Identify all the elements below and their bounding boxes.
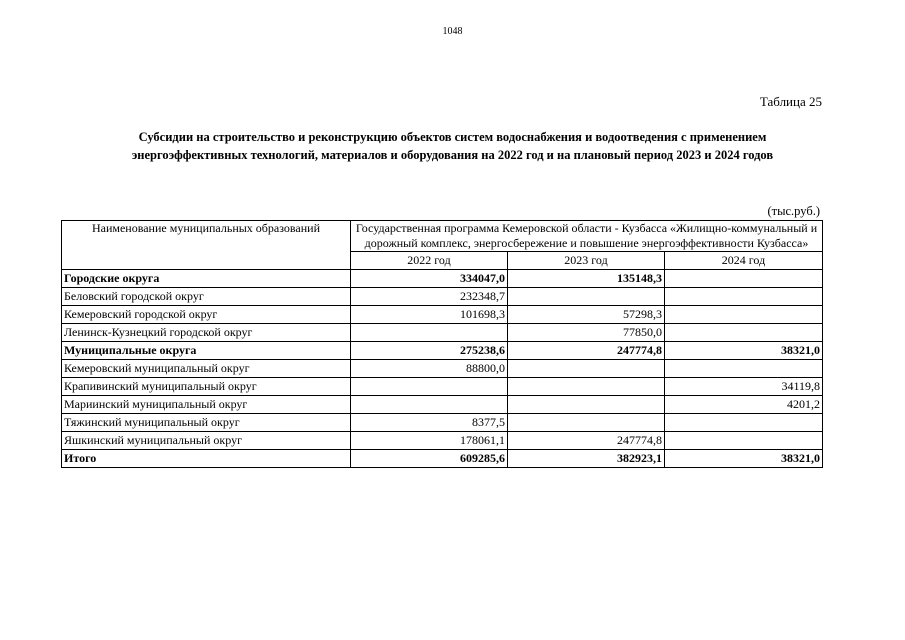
cell-2024-value bbox=[665, 360, 823, 378]
table-row bbox=[62, 360, 823, 378]
cell-2023-value: 247774,8 bbox=[508, 342, 665, 360]
cell-2022-value: 101698,3 bbox=[351, 306, 508, 324]
cell-municipality-name: Кемеровский муниципальный округ bbox=[62, 360, 351, 378]
header-municipality-name: Наименование муниципальных образований bbox=[62, 221, 351, 270]
document-title-line-2: энергоэффективных технологий, материалов и оборудования на 2022 год и на плановый период 2023 и 2024 годов bbox=[131, 148, 774, 162]
cell-municipality-name: Тяжинский муниципальный округ bbox=[62, 414, 351, 432]
cell-municipality-name: Мариинский муниципальный округ bbox=[62, 396, 351, 414]
header-year-2022: 2022 год bbox=[351, 252, 508, 270]
cell-2024-value bbox=[665, 432, 823, 450]
cell-2024-value bbox=[665, 324, 823, 342]
cell-2023-value: 382923,1 bbox=[508, 450, 665, 468]
header-program: Государственная программа Кемеровской области - Кузбасса «Жилищно-коммунальный и дорожный комплекс, энергосбережение и повышение энергоэффективности Кузбасса» bbox=[351, 221, 823, 252]
table-label: Таблица 25 bbox=[759, 94, 822, 109]
cell-2022-value bbox=[351, 396, 508, 414]
table-body bbox=[62, 270, 823, 468]
cell-2024-value bbox=[665, 306, 823, 324]
units-label: (тыс.руб.) bbox=[767, 204, 820, 218]
subsidies-table bbox=[61, 220, 823, 468]
cell-2023-value bbox=[508, 378, 665, 396]
cell-2022-value: 275238,6 bbox=[351, 342, 508, 360]
cell-2023-value: 57298,3 bbox=[508, 306, 665, 324]
table-row bbox=[62, 432, 823, 450]
cell-2022-value: 232348,7 bbox=[351, 288, 508, 306]
cell-2024-value: 38321,0 bbox=[665, 450, 823, 468]
cell-2022-value: 8377,5 bbox=[351, 414, 508, 432]
table-row bbox=[62, 342, 823, 360]
cell-2023-value: 247774,8 bbox=[508, 432, 665, 450]
cell-2023-value bbox=[508, 414, 665, 432]
header-year-2023: 2023 год bbox=[508, 252, 665, 270]
table-row bbox=[62, 288, 823, 306]
cell-2023-value: 77850,0 bbox=[508, 324, 665, 342]
cell-2022-value: 88800,0 bbox=[351, 360, 508, 378]
cell-2024-value: 4201,2 bbox=[665, 396, 823, 414]
cell-municipality-name: Яшкинский муниципальный округ bbox=[62, 432, 351, 450]
cell-2023-value bbox=[508, 288, 665, 306]
document-title bbox=[60, 128, 845, 164]
table-row bbox=[62, 396, 823, 414]
cell-2024-value: 34119,8 bbox=[665, 378, 823, 396]
cell-2023-value bbox=[508, 360, 665, 378]
cell-municipality-name: Кемеровский городской округ bbox=[62, 306, 351, 324]
table-row bbox=[62, 306, 823, 324]
cell-2024-value bbox=[665, 270, 823, 288]
table-row bbox=[62, 450, 823, 468]
cell-2024-value bbox=[665, 414, 823, 432]
document-title-line-1: Субсидии на строительство и реконструкцию объектов систем водоснабжения и водоотведения с применением bbox=[138, 130, 767, 144]
header-year-2024: 2024 год bbox=[665, 252, 823, 270]
table-row bbox=[62, 324, 823, 342]
cell-2022-value bbox=[351, 378, 508, 396]
table-row bbox=[62, 378, 823, 396]
table-row bbox=[62, 270, 823, 288]
table-row bbox=[62, 414, 823, 432]
cell-2022-value bbox=[351, 324, 508, 342]
cell-municipality-name: Крапивинский муниципальный округ bbox=[62, 378, 351, 396]
cell-municipality-name: Ленинск-Кузнецкий городской округ bbox=[62, 324, 351, 342]
cell-2024-value bbox=[665, 288, 823, 306]
cell-municipality-name: Городские округа bbox=[62, 270, 351, 288]
cell-2023-value bbox=[508, 396, 665, 414]
cell-municipality-name: Муниципальные округа bbox=[62, 342, 351, 360]
cell-2022-value: 178061,1 bbox=[351, 432, 508, 450]
cell-municipality-name: Итого bbox=[62, 450, 351, 468]
cell-municipality-name: Беловский городской округ bbox=[62, 288, 351, 306]
cell-2023-value: 135148,3 bbox=[508, 270, 665, 288]
cell-2022-value: 334047,0 bbox=[351, 270, 508, 288]
page-number: 1048 bbox=[442, 26, 463, 37]
cell-2024-value: 38321,0 bbox=[665, 342, 823, 360]
cell-2022-value: 609285,6 bbox=[351, 450, 508, 468]
